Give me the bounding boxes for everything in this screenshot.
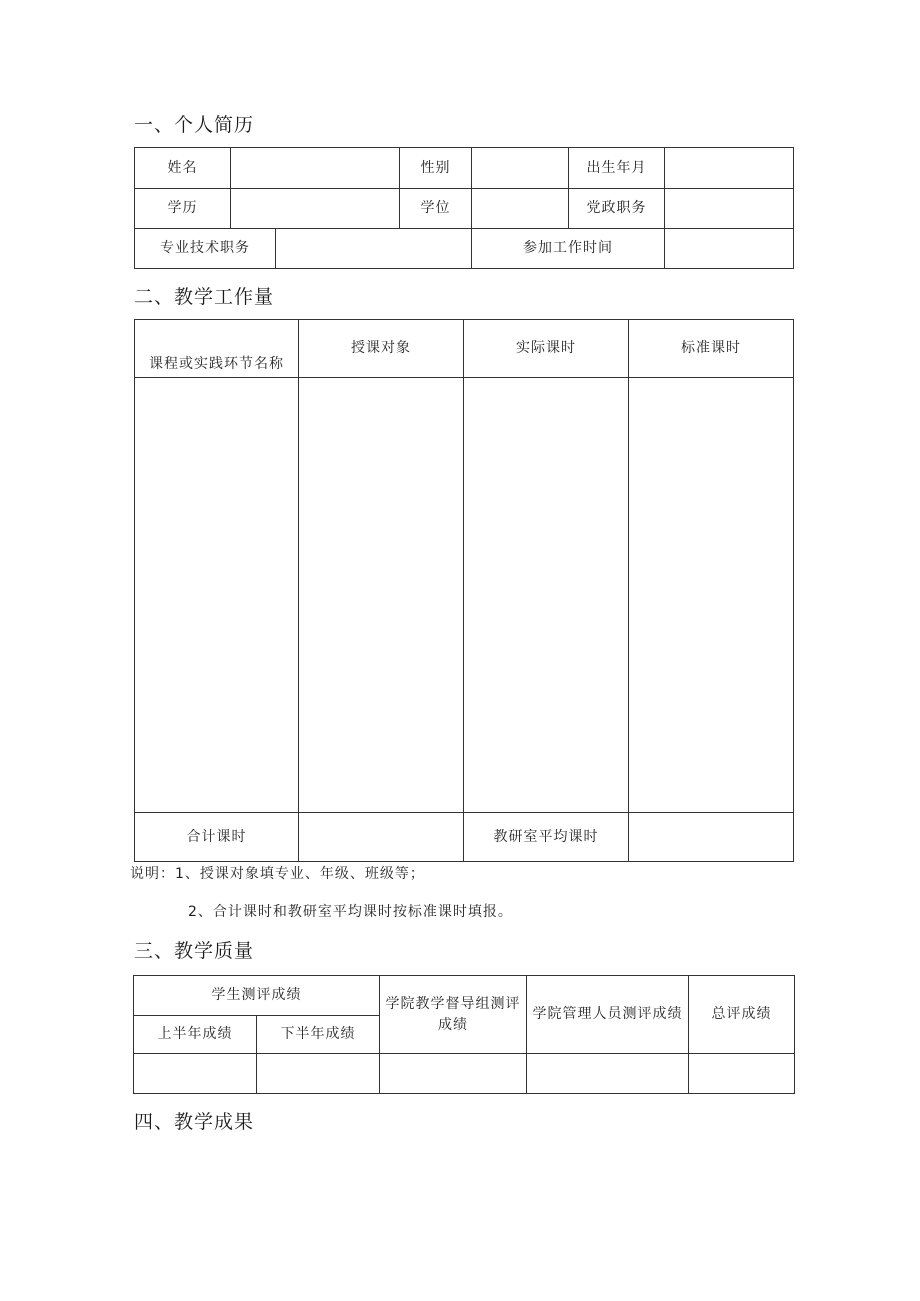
personal-info-table	[134, 147, 794, 269]
standard-hours-field[interactable]	[629, 378, 794, 813]
actual-hours-header: 实际课时	[464, 320, 629, 378]
party-post-field[interactable]	[665, 189, 794, 229]
total-hours-label: 合计课时	[135, 813, 299, 862]
workload-table	[134, 319, 794, 862]
degree-label: 学位	[400, 189, 472, 229]
gender-label: 性别	[400, 148, 472, 189]
tech-post-label: 专业技术职务	[135, 229, 276, 269]
section3-heading: 三、教学质量	[134, 940, 255, 962]
course-header: 课程或实践环节名称	[135, 320, 299, 378]
total-eval-header: 总评成绩	[689, 976, 795, 1054]
first-half-header: 上半年成绩	[134, 1016, 257, 1054]
avg-hours-field[interactable]	[629, 813, 794, 862]
work-start-field[interactable]	[665, 229, 794, 269]
party-post-label: 党政职务	[569, 189, 665, 229]
total-eval-field[interactable]	[689, 1054, 795, 1094]
name-label: 姓名	[135, 148, 231, 189]
audience-field[interactable]	[299, 378, 464, 813]
note-1: 说明：1、授课对象填专业、年级、班级等；	[130, 866, 425, 882]
tech-post-field[interactable]	[276, 229, 472, 269]
education-label: 学历	[135, 189, 231, 229]
birth-field[interactable]	[665, 148, 794, 189]
student-eval-header: 学生测评成绩	[134, 976, 380, 1016]
first-half-field[interactable]	[134, 1054, 257, 1094]
section2-heading: 二、教学工作量	[134, 286, 275, 308]
total-hours-field[interactable]	[299, 813, 464, 862]
actual-hours-field[interactable]	[464, 378, 629, 813]
section4-heading: 四、教学成果	[134, 1111, 255, 1133]
second-half-field[interactable]	[257, 1054, 380, 1094]
name-field[interactable]	[231, 148, 400, 189]
birth-label: 出生年月	[569, 148, 665, 189]
admin-eval-header: 学院管理人员测评成绩	[527, 976, 689, 1054]
quality-table	[133, 975, 795, 1094]
supervision-eval-field[interactable]	[380, 1054, 527, 1094]
work-start-label: 参加工作时间	[472, 229, 665, 269]
audience-header: 授课对象	[299, 320, 464, 378]
avg-hours-label: 教研室平均课时	[464, 813, 629, 862]
supervision-eval-header: 学院教学督导组测评成绩	[380, 976, 527, 1054]
gender-field[interactable]	[472, 148, 569, 189]
course-field[interactable]	[135, 378, 299, 813]
note-2: 2、合计课时和教研室平均课时按标准课时填报。	[188, 904, 513, 920]
section1-heading: 一、个人简历	[134, 114, 255, 136]
degree-field[interactable]	[472, 189, 569, 229]
admin-eval-field[interactable]	[527, 1054, 689, 1094]
second-half-header: 下半年成绩	[257, 1016, 380, 1054]
standard-hours-header: 标准课时	[629, 320, 794, 378]
education-field[interactable]	[231, 189, 400, 229]
